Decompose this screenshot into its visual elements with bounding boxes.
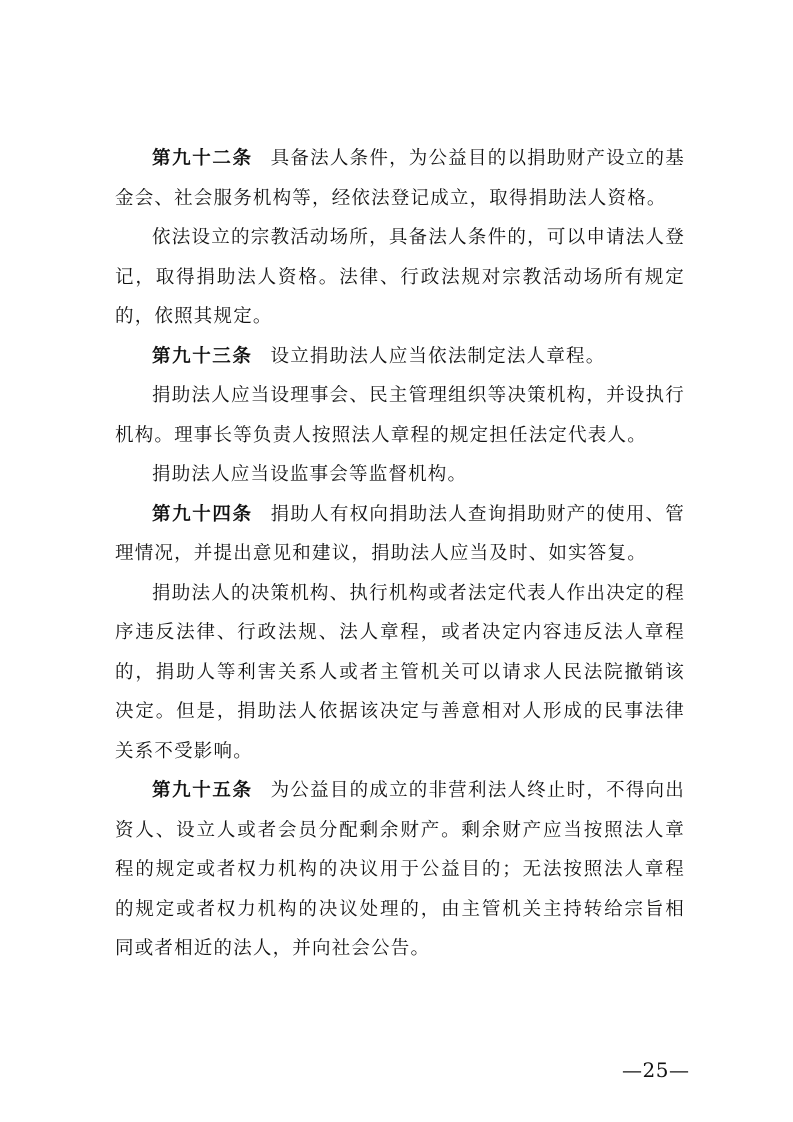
document-body — [115, 139, 685, 969]
article-93-text-1: 设立捐助法人应当依法制定法人章程。 — [270, 345, 606, 367]
article-92-paragraph-1 — [115, 139, 685, 218]
article-93-paragraph-2: 捐助法人应当设理事会、民主管理组织等决策机构，并设执行机构。理事长等负责人按照法人章程的规定担任法定代表人。 — [115, 385, 685, 446]
article-94-paragraph-2: 捐助法人的决策机构、执行机构或者法定代表人作出决定的程序违反法律、行政法规、法人章程，或者决定内容违反法人章程的，捐助人等利害关系人或者主管机关可以请求人民法院撤销该决定。但是，捐助法人依据该决定与善意相对人形成的民事法律关系不受影响。 — [115, 582, 685, 762]
article-92-text-1: 具备法人条件，为公益目的以捐助财产设立的基金会、社会服务机构等，经依法登记成立，取得捐助法人资格。 — [115, 148, 685, 209]
article-94-title: 第九十四条 — [152, 503, 253, 525]
article-95-paragraph-1 — [115, 771, 685, 969]
article-94-paragraph-1 — [115, 495, 685, 574]
article-95-text-1: 为公益目的成立的非营利法人终止时，不得向出资人、设立人或者会员分配剩余财产。剩余财产应当按照法人章程的规定或者权力机构的决议用于公益目的；无法按照法人章程的规定或者权力机构的决议处理的，由主管机关主持转给宗旨相同或者相近的法人，并向社会公告。 — [115, 780, 685, 959]
article-93-title: 第九十三条 — [152, 345, 253, 367]
article-93-paragraph-3: 捐助法人应当设监事会等监督机构。 — [152, 464, 468, 485]
article-93-paragraph-1 — [115, 337, 685, 377]
article-92-title: 第九十二条 — [152, 148, 253, 169]
article-95-title: 第九十五条 — [152, 780, 253, 801]
article-94-text-1: 捐助人有权向捐助法人查询捐助财产的使用、管理情况，并提出意见和建议，捐助法人应当及时、如实答复。 — [115, 503, 685, 564]
article-92-paragraph-2: 依法设立的宗教活动场所，具备法人条件的，可以申请法人登记，取得捐助法人资格。法律、行政法规对宗教活动场所有规定的，依照其规定。 — [115, 227, 685, 327]
page-number: —25— — [622, 1058, 690, 1082]
